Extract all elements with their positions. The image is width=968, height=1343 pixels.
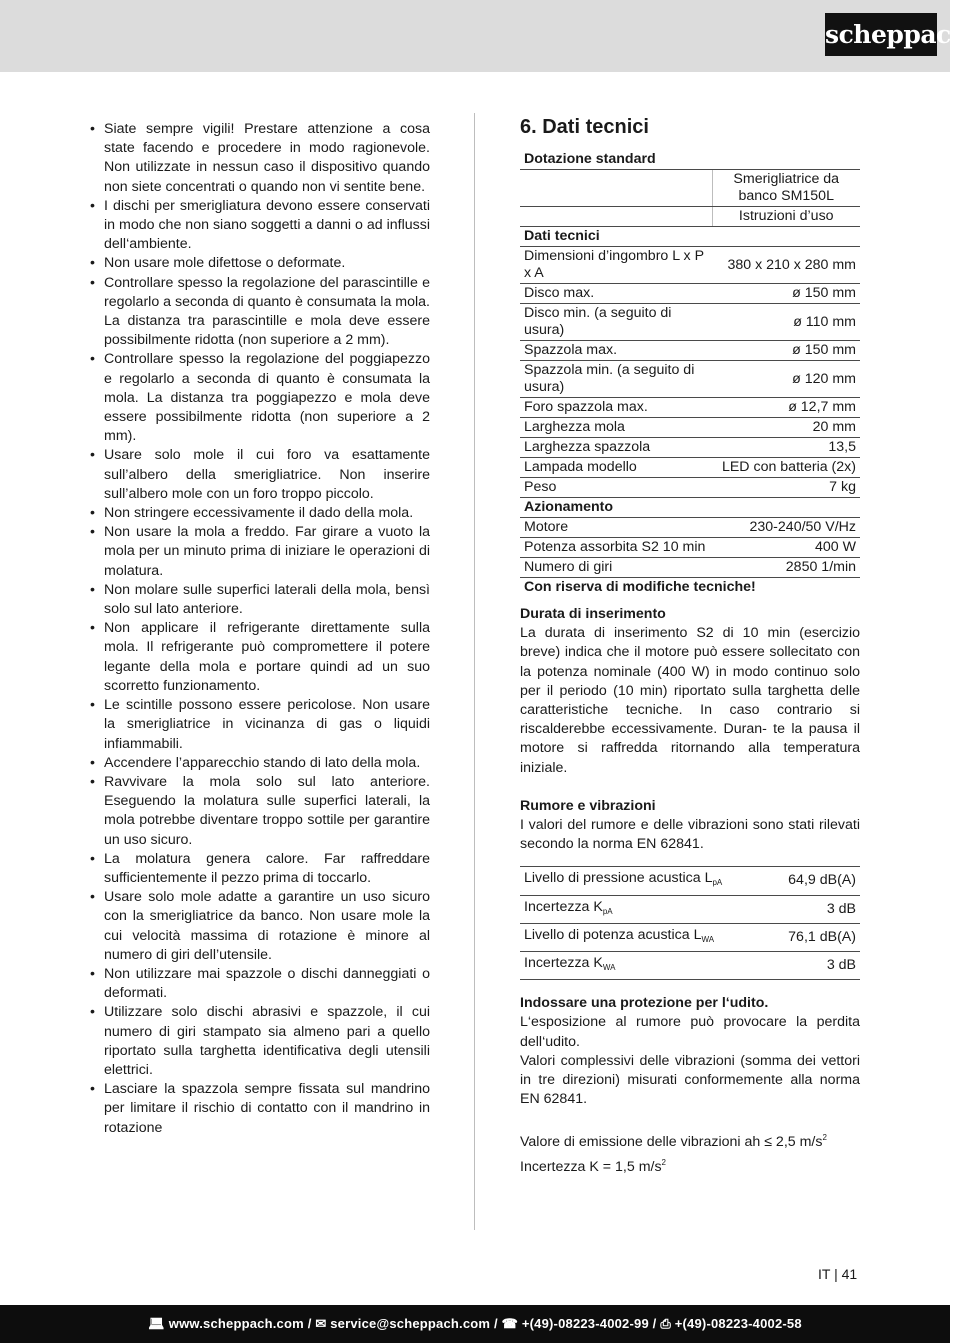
table-row	[520, 150, 860, 170]
table-row	[520, 361, 860, 398]
list-item: • Usare solo mole il cui foro va esattamente sull’albero della smerigliatrice. Non inserire sull’albero mole con un foro troppo piccolo.	[88, 446, 430, 504]
table-row	[520, 578, 860, 598]
udito-text: L‘esposizione al rumore può provocare la perdita dell‘udito.	[520, 1014, 860, 1050]
fax-icon: ⎙	[660, 1316, 671, 1331]
dotazione-heading: Dotazione standard	[520, 150, 860, 170]
list-item: • Non applicare il refrigerante direttamente sulla mola. Il refrigerante può compromettere il potere legante della mola e portare quindi ad un suo scorretto funzionamento.	[88, 619, 430, 696]
table-row	[520, 284, 860, 304]
table-row	[520, 538, 860, 558]
section-title: 6. Dati tecnici	[520, 116, 649, 138]
table-row	[520, 895, 860, 923]
table-cell: Disco max.	[520, 284, 712, 304]
table-row	[520, 867, 860, 895]
list-item: • Non utilizzare mai spazzole o dischi danneggiati o deformati.	[88, 965, 430, 1003]
table-cell: Lampada modello	[520, 458, 712, 478]
rumore-heading: Rumore e vibrazioni	[520, 797, 656, 814]
list-item: • Controllare spesso la regolazione del parascintille e regolarlo a seconda di quanto è consumata la mola. La distanza tra parascintille e mola deve essere possibilmente ridotta (non superiore a 2 mm).	[88, 274, 430, 351]
email-icon: ✉︎	[315, 1316, 327, 1331]
header-band	[0, 0, 950, 72]
phone-icon: ☎︎	[501, 1316, 519, 1331]
table-row	[520, 518, 860, 538]
table-cell: ø 150 mm	[712, 284, 860, 304]
table-row	[520, 952, 860, 980]
table-row	[520, 341, 860, 361]
table-cell: Disco min. (a seguito di usura)	[520, 304, 712, 341]
azionamento-heading: Azionamento	[520, 498, 860, 518]
list-item: • Non stringere eccessivamente il dado della mola.	[88, 504, 430, 523]
column-divider	[474, 113, 475, 1230]
table-cell: Livello di potenza acustica $L_{WA}$	[520, 923, 769, 951]
table-cell: 380 x 210 x 280 mm	[712, 247, 860, 284]
table-cell: Incertezza $K_{pA}$	[520, 895, 769, 923]
table-row	[520, 207, 860, 227]
rumore-text: I valori del rumore e delle vibrazioni sono stati rilevati secondo la norma EN 62841.	[520, 817, 860, 853]
table-row	[520, 458, 860, 478]
table-cell: Potenza assorbita S2 10 min	[520, 538, 712, 558]
technical-data-column	[520, 113, 860, 1177]
table-row	[520, 478, 860, 498]
list-item: • Accendere l’apparecchio stando di lato della mola.	[88, 754, 430, 773]
vibration-uncertainty: Incertezza K = 1,5 $m/s^2$	[520, 1157, 666, 1175]
table-cell: ø 110 mm	[712, 304, 860, 341]
table-cell: 230-240/50 V/Hz	[712, 518, 860, 538]
computer-icon: 💻︎	[148, 1316, 165, 1331]
udito-heading: Indossare una protezione per l‘udito.	[520, 995, 769, 1012]
list-item: • Non usare mole difettose o deformate.	[88, 254, 430, 273]
table-cell: LED con batteria (2x)	[712, 458, 860, 478]
table-cell: Livello di pressione acustica $L_{pA}$	[520, 867, 769, 895]
list-item: • Non molare sulle superfici laterali della mola, bensì solo sul lato anteriore.	[88, 581, 430, 619]
table-cell: 400 W	[712, 538, 860, 558]
table-cell: 20 mm	[712, 418, 860, 438]
table-cell: Larghezza spazzola	[520, 438, 712, 458]
durata-text: La durata di inserimento S2 di 10 min (esercizio breve) indica che il motore può essere sollecitato con la potenza nominale (400 W) in modo continuo solo per il periodo (10 min) riportato sulla targhetta delle caratteristiche tecniche. In caso contrario si riscalderebbe eccessivamente. Duran- te la pausa il motore si raffredda ritornando alla temperatura iniziale.	[520, 625, 860, 776]
table-cell: Istruzioni d’uso	[712, 207, 860, 227]
tech-spec-table	[520, 150, 860, 597]
table-cell: Spazzola min. (a seguito di usura)	[520, 361, 712, 398]
fax-number: +(49)-08223-4002-58	[674, 1316, 802, 1331]
table-cell: 2850 1/min	[712, 558, 860, 578]
list-item: • La molatura genera calore. Far raffreddare sufficientemente il pezzo prima di toccarlo.	[88, 850, 430, 888]
table-cell: 13,5	[712, 438, 860, 458]
dati-heading: Dati tecnici	[520, 227, 860, 247]
riserva-note: Con riserva di modifiche tecniche!	[524, 579, 756, 595]
phone-number: +(49)-08223-4002-99	[521, 1316, 649, 1331]
list-item: • Le scintille possono essere pericolose. Non usare la smerigliatrice in vicinanza di gas o liquidi infiammabili.	[88, 696, 430, 754]
table-row	[520, 398, 860, 418]
table-cell: ø 120 mm	[712, 361, 860, 398]
table-cell: Peso	[520, 478, 712, 498]
safety-instructions-column	[88, 120, 430, 1138]
table-row	[520, 304, 860, 341]
table-row	[520, 247, 860, 284]
table-cell: 3 dB	[769, 952, 860, 980]
table-cell: Smerigliatrice da banco SM150L	[712, 170, 860, 207]
noise-table	[520, 866, 860, 980]
table-cell: 3 dB	[769, 895, 860, 923]
list-item: • Utilizzare solo dischi abrasivi e spazzole, il cui numero di giri stampato sia almeno pari a quello riportato sulla targhetta identificativa degli utensili elettrici.	[88, 1003, 430, 1080]
table-cell: Incertezza $K_{WA}$	[520, 952, 769, 980]
table-row	[520, 923, 860, 951]
vibrazioni-text: Valori complessivi delle vibrazioni (somma dei vettori in tre direzioni) misurati conformemente alla norma EN 62841.	[520, 1052, 860, 1108]
list-item: • Controllare spesso la regolazione del poggiapezzo e regolarlo a seconda di quanto è consumata la mola. La distanza tra poggiapezzo e mola deve essere possibilmente ridotta (non superiore a 2 mm).	[88, 350, 430, 446]
table-cell: Larghezza mola	[520, 418, 712, 438]
page-number: IT | 41	[818, 1266, 858, 1282]
contact-footer: 💻︎ www.scheppach.com / ✉︎ service@scheppach.com / ☎︎ +(49)-08223-4002-99 / ⎙ +(49)-08223-4002-58	[0, 1305, 950, 1343]
table-cell: 76,1 dB(A)	[769, 923, 860, 951]
table-row	[520, 498, 860, 518]
table-cell: 7 kg	[712, 478, 860, 498]
durata-heading: Durata di inserimento	[520, 606, 666, 622]
vibration-emission-value: Valore di emissione delle vibrazioni ah ≤ 2,5 $m/s^2$	[520, 1133, 827, 1151]
list-item: • Ravvivare la mola solo sul lato anteriore. Eseguendo la molatura sulle superfici laterali, la mola potrebbe diventare troppo sottile per garantire un uso sicuro.	[88, 773, 430, 850]
list-item: • I dischi per smerigliatura devono essere conservati in modo che non siano soggetti a danni o ad influssi dell‘ambiente.	[88, 197, 430, 255]
table-cell: Spazzola max.	[520, 341, 712, 361]
table-row	[520, 418, 860, 438]
table-cell: ø 12,7 mm	[712, 398, 860, 418]
table-cell: Foro spazzola max.	[520, 398, 712, 418]
email-link[interactable]: service@scheppach.com	[330, 1316, 491, 1331]
table-row	[520, 227, 860, 247]
list-item: • Non usare la mola a freddo. Far girare a vuoto la mola per un minuto prima di iniziare le operazioni di molatura.	[88, 523, 430, 581]
safety-bullet-list	[88, 120, 430, 1138]
table-cell: Dimensioni d’ingombro L x P x A	[520, 247, 712, 284]
table-cell: ø 150 mm	[712, 341, 860, 361]
website-link[interactable]: www.scheppach.com	[168, 1316, 304, 1331]
brand-logo: scheppach	[825, 13, 937, 56]
list-item: • Siate sempre vigili! Prestare attenzione a cosa state facendo e procedere in modo ragionevole. Non utilizzate in nessun caso il dispositivo quando non siete concentrati o quando non vi sentite bene.	[88, 120, 430, 197]
table-cell: Numero di giri	[520, 558, 712, 578]
table-cell: 64,9 dB(A)	[769, 867, 860, 895]
table-cell: Motore	[520, 518, 712, 538]
table-row	[520, 558, 860, 578]
table-row	[520, 438, 860, 458]
list-item: • Lasciare la spazzola sempre fissata sul mandrino per limitare il rischio di contatto con il mandrino in rotazione	[88, 1080, 430, 1138]
table-row	[520, 170, 860, 207]
list-item: • Usare solo mole adatte a garantire un uso sicuro con la smerigliatrice da banco. Non usare mole la cui velocità massima di rotazione è minore al numero di giri dell’utensile.	[88, 888, 430, 965]
